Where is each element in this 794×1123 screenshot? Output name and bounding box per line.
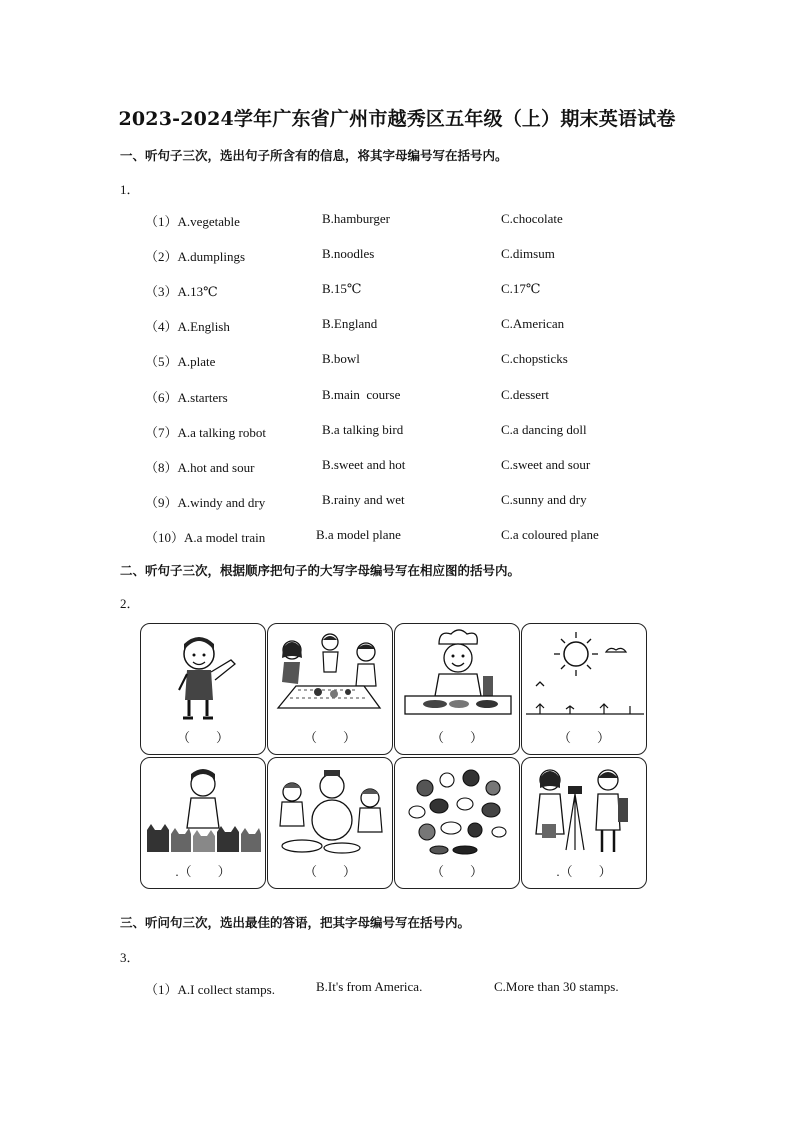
option-a: （8）A.hot and sour [145, 460, 255, 475]
picture-cell [267, 623, 393, 755]
option-b: B.It's from America. [316, 979, 423, 994]
option-a: （4）A.English [145, 319, 230, 334]
option-row [0, 527, 794, 547]
option-row [0, 316, 794, 336]
option-b: B.noodles [322, 246, 375, 261]
answer-paren: （ ） [430, 864, 483, 879]
option-row [0, 387, 794, 407]
snowman-children-icon [268, 758, 393, 868]
picture-cell [521, 623, 647, 755]
family-picnic-icon [268, 624, 393, 734]
option-b: B.main course [322, 387, 401, 402]
option-b: B.a model plane [316, 527, 401, 542]
option-b: B.rainy and wet [322, 492, 405, 507]
option-a: （2）A.dumplings [145, 249, 246, 264]
option-a: （1）A.I collect stamps. [145, 982, 275, 997]
option-a: （7）A.a talking robot [145, 425, 266, 440]
option-row [0, 351, 794, 371]
option-a: （10）A.a model train [145, 530, 266, 545]
picture-cell [267, 757, 393, 889]
answer-paren: （ ） [303, 864, 356, 879]
sunny-weather-icon [522, 624, 647, 734]
answer-paren: （ ） [303, 730, 356, 745]
vegetables-fruits-icon [395, 758, 520, 868]
option-row [0, 246, 794, 266]
option-a: （5）A.plate [145, 354, 216, 369]
boy-waving-icon [141, 624, 266, 734]
option-c: C.dessert [501, 387, 550, 402]
option-c: C.a dancing doll [501, 422, 587, 437]
option-c: C.a coloured plane [501, 527, 599, 542]
question-2-number: 2． [120, 596, 140, 611]
option-row [0, 492, 794, 512]
section2-heading: 二、听句子三次，根据顺序把句子的大写字母编号写在相应图的括号内。 [120, 563, 521, 578]
option-b: B.England [322, 316, 378, 331]
section3-heading: 三、听问句三次，选出最佳的答语，把其字母编号写在括号内。 [120, 915, 471, 930]
option-c: C.sunny and dry [501, 492, 587, 507]
option-c: C.More than 30 stamps. [494, 979, 619, 994]
option-c: C.dimsum [501, 246, 555, 261]
picture-cell [394, 623, 520, 755]
option-c: C.sweet and sour [501, 457, 591, 472]
answer-paren: （ ） [176, 730, 229, 745]
option-a: （6）A.starters [145, 390, 228, 405]
option-row [0, 211, 794, 231]
answer-paren: .（ ） [175, 864, 231, 879]
option-b: B.a talking bird [322, 422, 404, 437]
picture-grid [140, 623, 645, 895]
option-a: （1）A.vegetable [145, 214, 240, 229]
picture-cell [140, 757, 266, 889]
interview-camera-icon [522, 758, 647, 868]
option-b: B.bowl [322, 351, 360, 366]
answer-paren: .（ ） [556, 864, 612, 879]
question-3-number: 3． [120, 950, 140, 965]
option-a: （9）A.windy and dry [145, 495, 266, 510]
option-c: C.chopsticks [501, 351, 568, 366]
answer-paren: （ ） [430, 730, 483, 745]
option-c: C.17℃ [501, 281, 541, 296]
option-c: C.chocolate [501, 211, 563, 226]
option-row [0, 422, 794, 442]
option-a: （3）A.13℃ [145, 284, 218, 299]
option-row [0, 979, 794, 999]
option-b: B.sweet and hot [322, 457, 406, 472]
page-title: 2023-2024学年广东省广州市越秀区五年级（上）期末英语试卷 [118, 108, 676, 130]
answer-paren: （ ） [557, 730, 610, 745]
option-row [0, 281, 794, 301]
picture-cell [394, 757, 520, 889]
option-b: B.15℃ [322, 281, 362, 296]
picture-cell [521, 757, 647, 889]
chef-cooking-icon [395, 624, 520, 734]
girl-with-cats-icon [141, 758, 266, 868]
picture-cell [140, 623, 266, 755]
option-b: B.hamburger [322, 211, 390, 226]
question-1-number: 1． [120, 182, 140, 197]
option-c: C.American [501, 316, 565, 331]
section1-heading: 一、听句子三次，选出句子所含有的信息，将其字母编号写在括号内。 [120, 148, 508, 163]
option-row [0, 457, 794, 477]
